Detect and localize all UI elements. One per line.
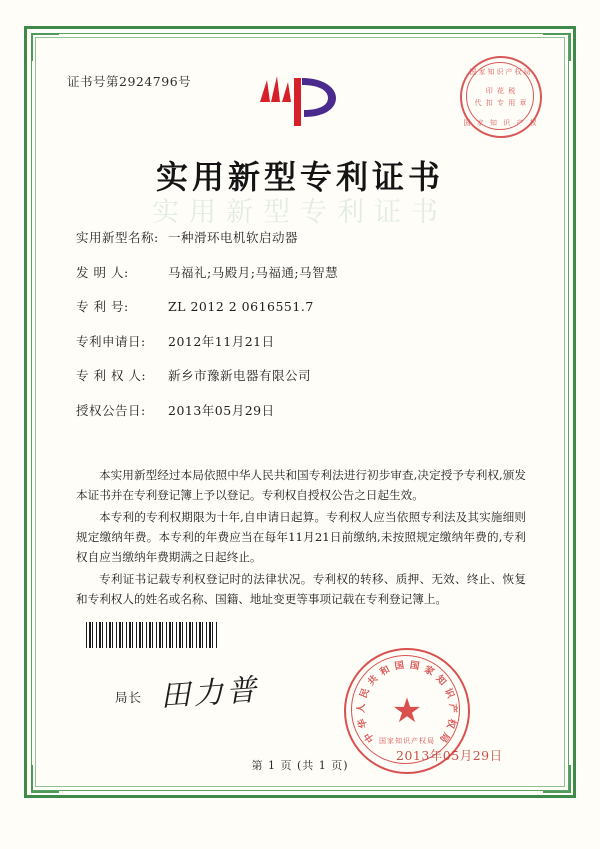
tax-stamp-seal [460, 56, 542, 138]
seal-ring-char: 共 [365, 673, 381, 688]
seal-arc-top: 国家知识产权局 [469, 68, 533, 76]
field-label: 专利申请日: [76, 333, 146, 349]
seal-ring-char: 人 [355, 703, 368, 714]
page-footer: 第 1 页 (共 1 页) [251, 759, 349, 772]
seal-line-1: 印 花 税 [485, 87, 517, 95]
paragraph-1: 本实用新型经过本局依照中华人民共和国专利法进行初步审查,决定授予专利权,颁发本证书并在专利登记簿上予以登记。专利权自授权公告之日起生效。 [76, 468, 526, 502]
field-value: 2012年11月21日 [168, 333, 275, 349]
field-value: 马福礼;马殿月;马福通;马智慧 [168, 264, 339, 280]
seal-ring-char: 权 [444, 717, 458, 730]
seal-ring-char: 识 [442, 686, 456, 700]
field-label: 实用新型名称: [76, 230, 159, 245]
field-value: ZL 2012 2 0616551.7 [168, 299, 314, 314]
field-label: 专 利 号: [76, 299, 129, 314]
director-signature: 田力普 [159, 672, 261, 715]
seal-ring-char: 国 [393, 659, 406, 673]
field-utility-model-name [76, 228, 526, 246]
watermark-text: 实用新型专利证书 [152, 197, 448, 228]
field-label: 专 利 权 人: [76, 368, 147, 383]
field-value: 2013年05月29日 [168, 402, 275, 418]
seal-ring-char: 民 [358, 686, 372, 700]
corner-ornament-top-right [543, 33, 571, 61]
field-label: 发 明 人: [76, 264, 129, 280]
field-grant-announcement-date [76, 401, 526, 419]
seal-ring-char: 和 [378, 664, 392, 679]
field-value: 一种滑环电机软启动器 [168, 230, 299, 245]
field-patent-number [76, 297, 526, 315]
legal-body-text [76, 466, 526, 612]
seal-line-2: 代 扣 专 用 章 [474, 99, 528, 107]
patent-fields [76, 228, 526, 435]
cnipa-logo-icon [258, 72, 342, 134]
field-label: 授权公告日: [76, 402, 146, 418]
certificate-number: 证书号第2924796号 [67, 74, 192, 89]
seal-ring-char: 中 [362, 730, 377, 745]
issue-date-stamp: 2013年05月29日 [396, 748, 503, 763]
seal-ring-char: 国 [408, 659, 421, 673]
seal-ring-char: 华 [356, 717, 370, 730]
seal-ring-char: 局 [437, 730, 452, 745]
field-application-date [76, 332, 526, 350]
seal-emblem-label: 国家知识产权局 [379, 737, 435, 745]
corner-ornament-top-left [31, 33, 59, 61]
paragraph-3: 专利证书记载专利权登记时的法律状况。专利权的转移、质押、无效、终止、恢复和专利权人的姓名或名称、国籍、地址变更等事项记载在专利登记簿上。 [76, 571, 526, 606]
national-emblem-icon: ★ [391, 691, 423, 731]
seal-ring-char: 产 [446, 703, 459, 714]
field-value: 新乡市豫新电器有限公司 [168, 368, 312, 383]
director-label: 局长 [115, 690, 143, 705]
patent-barcode [86, 622, 218, 648]
seal-arc-bottom: 国 家 知 识 产 权 [463, 119, 539, 127]
seal-ring-char: 知 [433, 673, 449, 688]
field-inventors [76, 263, 526, 281]
seal-ring-char: 家 [422, 664, 436, 679]
field-patentee [76, 366, 526, 384]
document-title: 实用新型专利证书 [155, 158, 444, 196]
paragraph-2: 本专利的专利权期限为十年,自申请日起算。专利权人应当依照专利法及其实施细则规定缴纳年费。本专利的年费应当在每年11月21日前缴纳,未按照规定缴纳年费的,专利权自应当缴纳年费期满之日起终止。 [76, 509, 526, 564]
